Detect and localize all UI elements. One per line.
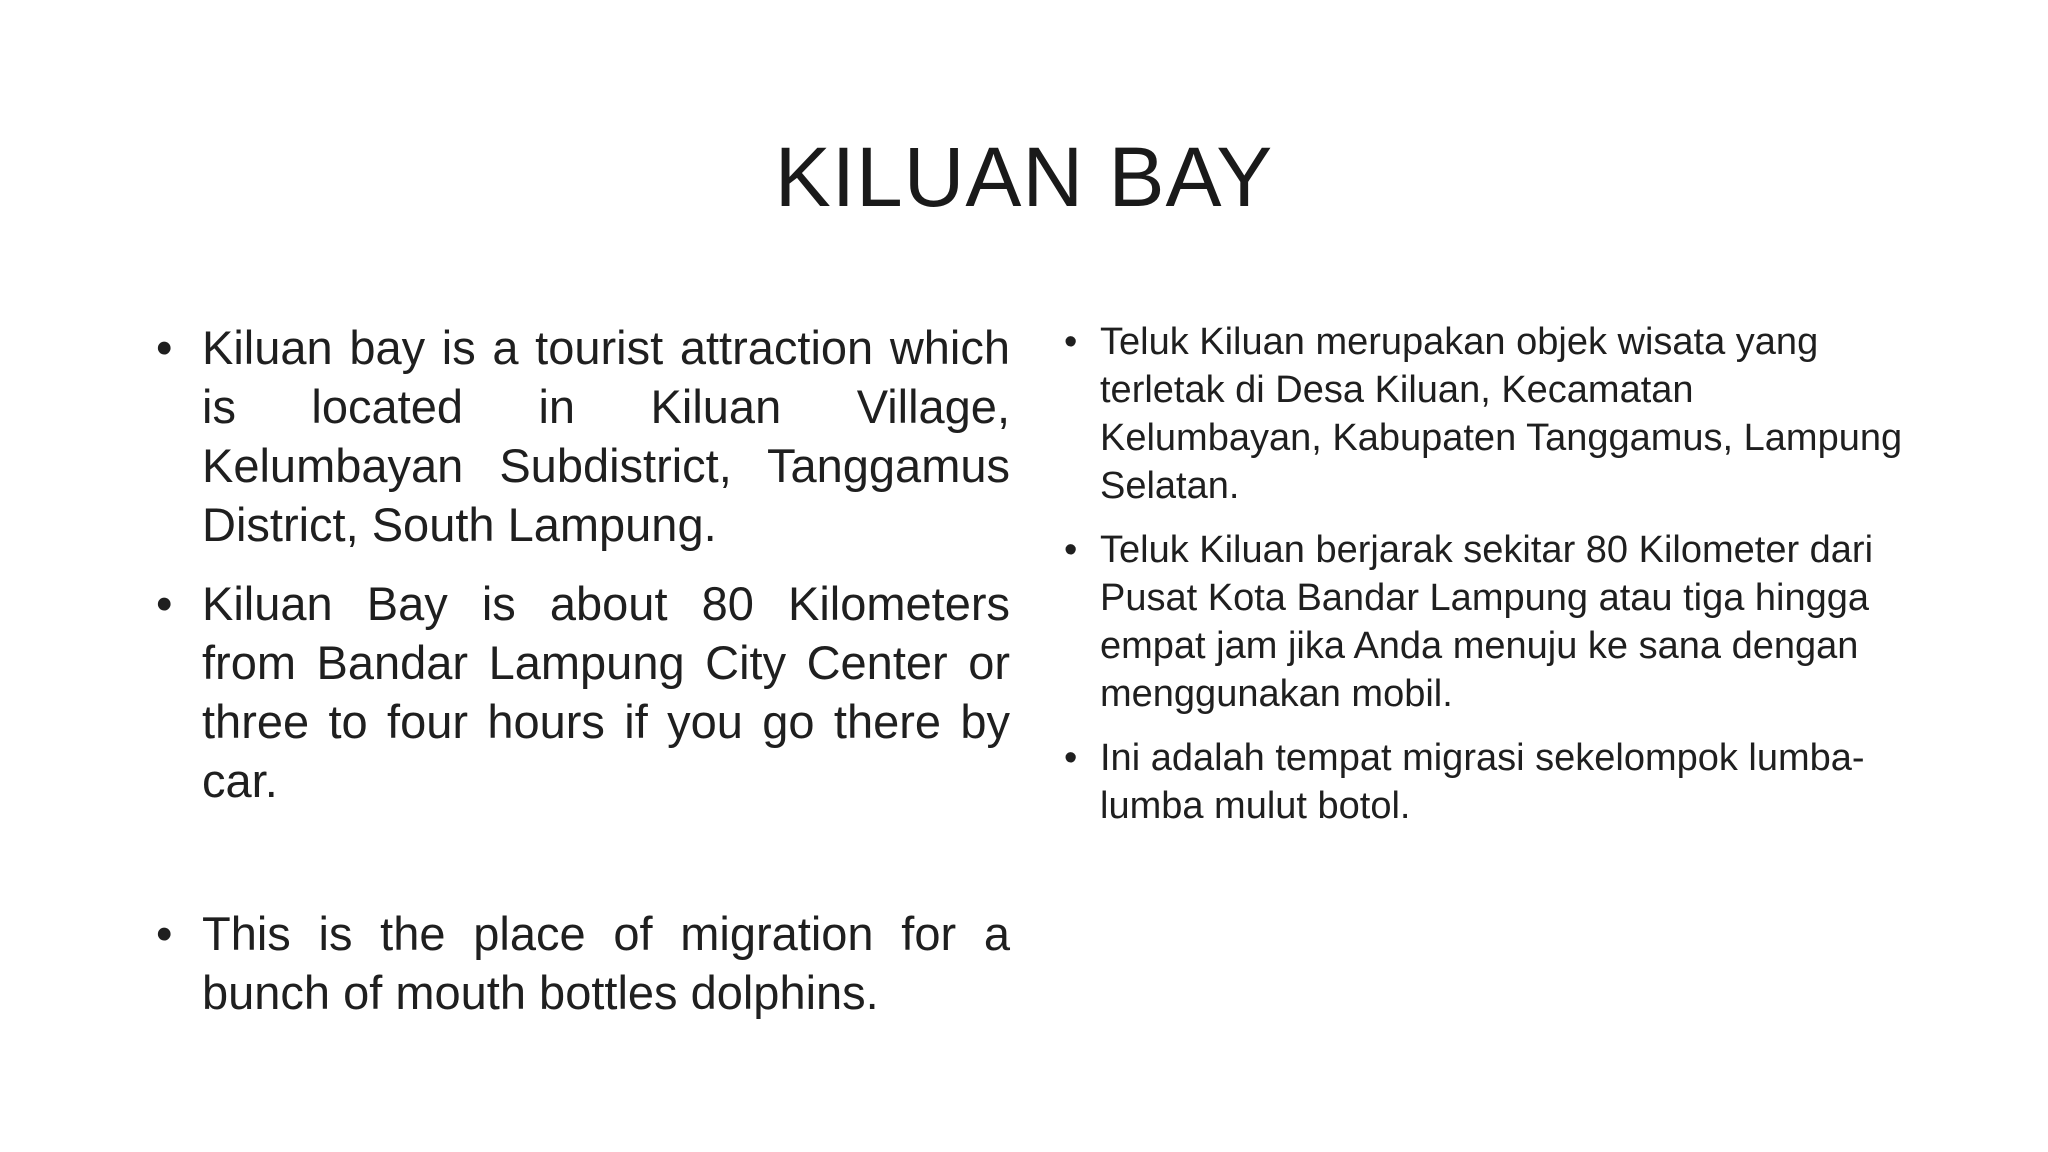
english-bullet-dolphins: • This is the place of migration for a bunch of mouth bottles dolphins.	[150, 904, 1010, 1022]
slide-title: KILUAN BAY	[774, 130, 1274, 224]
indonesian-bullet-list	[1058, 318, 1918, 830]
english-bullet-location: • Kiluan bay is a tourist attraction which is located in Kiluan Village, Kelumbayan Subdistrict, Tanggamus District, South Lampung.	[150, 318, 1010, 554]
indonesian-bullet-distance: • Teluk Kiluan berjarak sekitar 80 Kilometer dari Pusat Kota Bandar Lampung atau tiga hingga empat jam jika Anda menuju ke sana dengan menggunakan mobil.	[1058, 526, 1918, 718]
indonesian-bullet-dolphins: • Ini adalah tempat migrasi sekelompok lumba-lumba mulut botol.	[1058, 734, 1918, 830]
english-bullet-list	[150, 318, 1010, 1022]
english-bullet-distance: • Kiluan Bay is about 80 Kilometers from Bandar Lampung City Center or three to four hours if you go there by car.	[150, 574, 1010, 810]
indonesian-bullet-location: • Teluk Kiluan merupakan objek wisata yang terletak di Desa Kiluan, Kecamatan Kelumbayan, Kabupaten Tanggamus, Lampung Selatan.	[1058, 318, 1918, 510]
indonesian-text-column	[1058, 318, 1918, 830]
english-text-column	[150, 318, 1010, 1022]
